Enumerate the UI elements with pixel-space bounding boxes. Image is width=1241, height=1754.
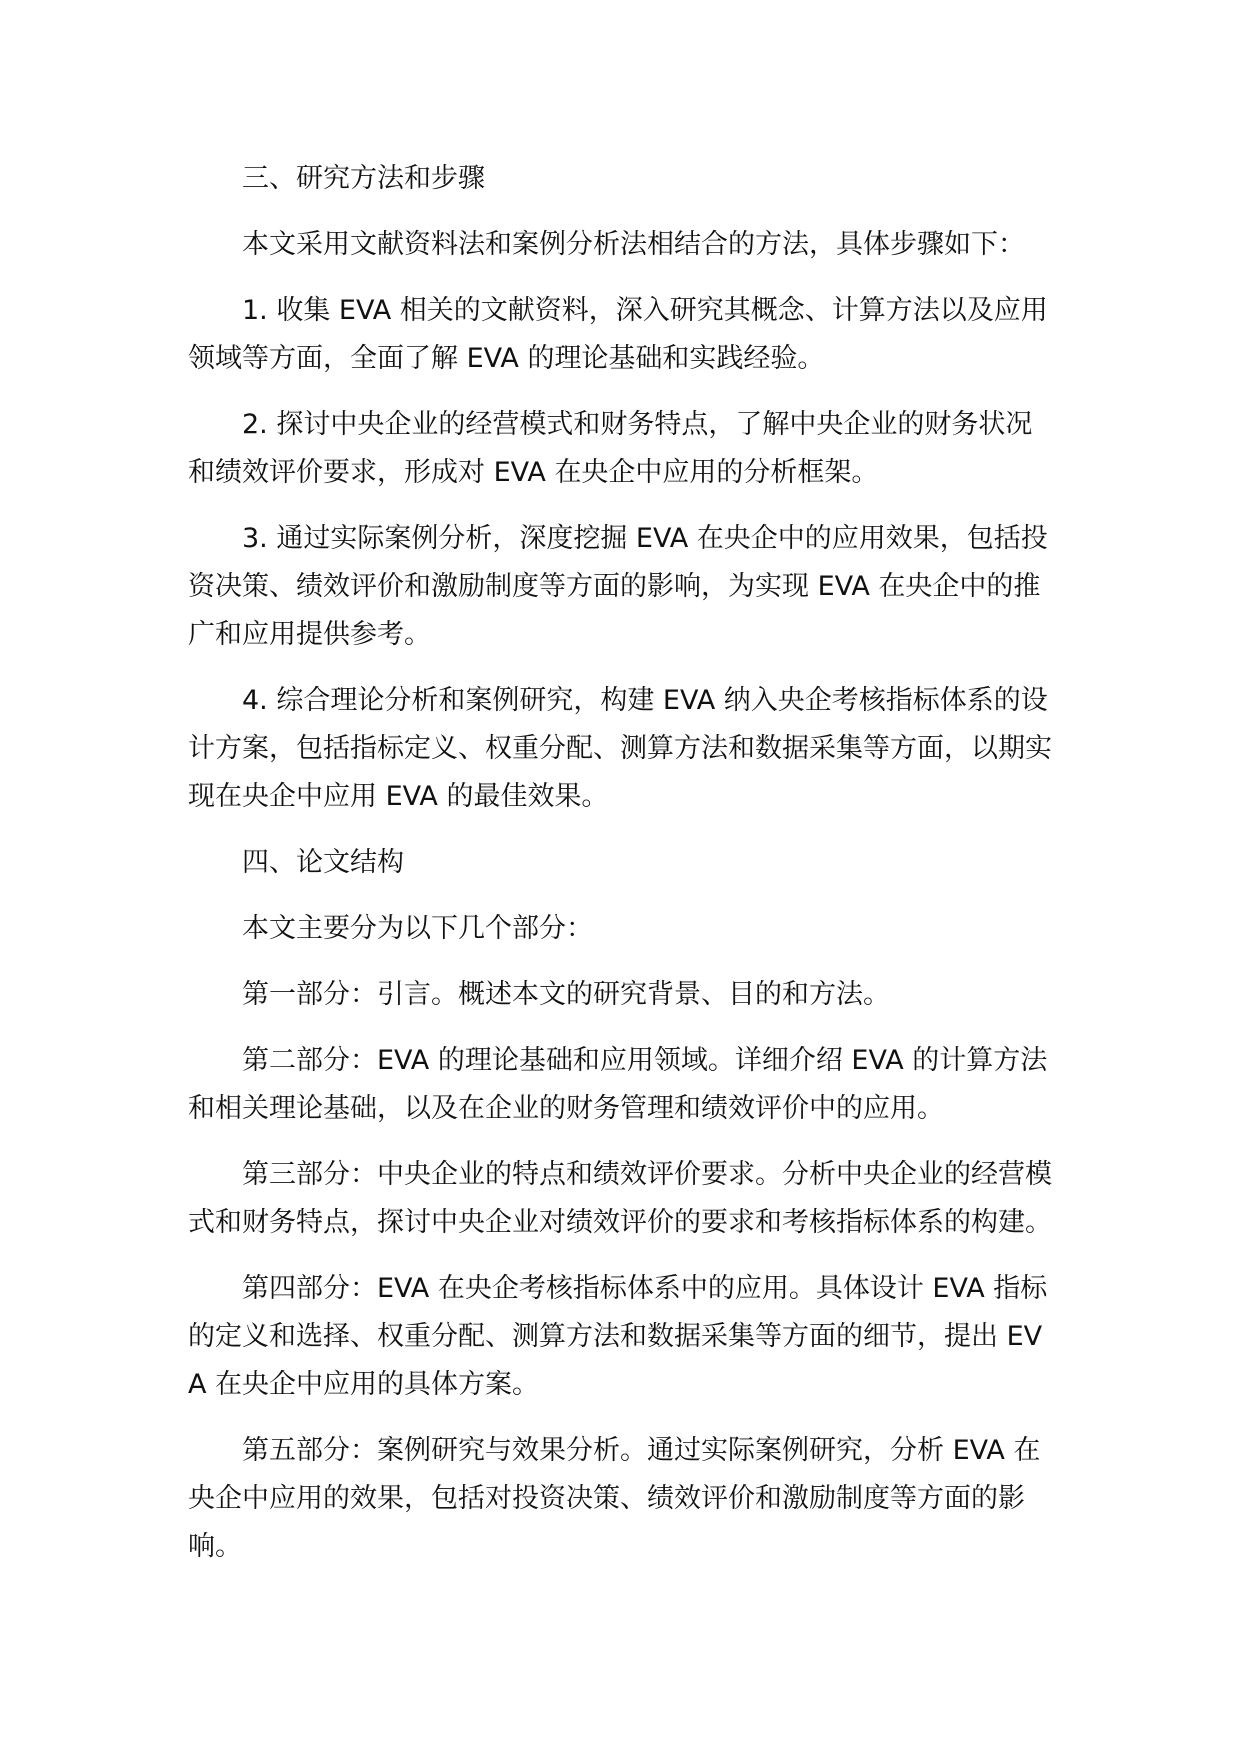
- structure-part-2-paragraph: 第二部分：EVA 的理论基础和应用领域。详细介绍 EVA 的计算方法和相关理论基础，以及在企业的财务管理和绩效评价中的应用。: [188, 1045, 1048, 1124]
- structure-part-4-paragraph: 第四部分：EVA 在央企考核指标体系中的应用。具体设计 EVA 指标的定义和选择、权重分配、测算方法和数据采集等方面的细节，提出 EVA 在央企中应用的具体方案。: [188, 1273, 1048, 1400]
- method-step-3-paragraph: 3. 通过实际案例分析，深度挖掘 EVA 在央企中的应用效果，包括投资决策、绩效评价和激励制度等方面的影响，为实现 EVA 在央企中的推广和应用提供参考。: [188, 523, 1048, 650]
- structure-part-5-paragraph: 第五部分：案例研究与效果分析。通过实际案例研究，分析 EVA 在央企中应用的效果，包括对投资决策、绩效评价和激励制度等方面的影响。: [188, 1435, 1041, 1562]
- structure-part-3-paragraph: 第三部分：中央企业的特点和绩效评价要求。分析中央企业的经营模式和财务特点，探讨中央企业对绩效评价的要求和考核指标体系的构建。: [188, 1159, 1052, 1238]
- structure-intro-paragraph: 本文主要分为以下几个部分：: [242, 913, 593, 944]
- methods-intro-paragraph: 本文采用文献资料法和案例分析法相结合的方法，具体步骤如下：: [242, 229, 1025, 260]
- method-step-1-paragraph: 1. 收集 EVA 相关的文献资料，深入研究其概念、计算方法以及应用领域等方面，全面了解 EVA 的理论基础和实践经验。: [188, 295, 1048, 374]
- document-body: [188, 155, 1053, 1589]
- structure-part-1-paragraph: 第一部分：引言。概述本文的研究背景、目的和方法。: [242, 979, 890, 1010]
- method-step-2-paragraph: 2. 探讨中央企业的经营模式和财务特点，了解中央企业的财务状况和绩效评价要求，形成对 EVA 在央企中应用的分析框架。: [188, 409, 1033, 488]
- method-step-4-paragraph: 4. 综合理论分析和案例研究，构建 EVA 纳入央企考核指标体系的设计方案，包括指标定义、权重分配、测算方法和数据采集等方面，以期实现在央企中应用 EVA 的最佳效果。: [188, 685, 1052, 812]
- section-heading-thesis-structure: 四、论文结构: [242, 847, 404, 878]
- section-heading-research-methods: 三、研究方法和步骤: [242, 163, 485, 194]
